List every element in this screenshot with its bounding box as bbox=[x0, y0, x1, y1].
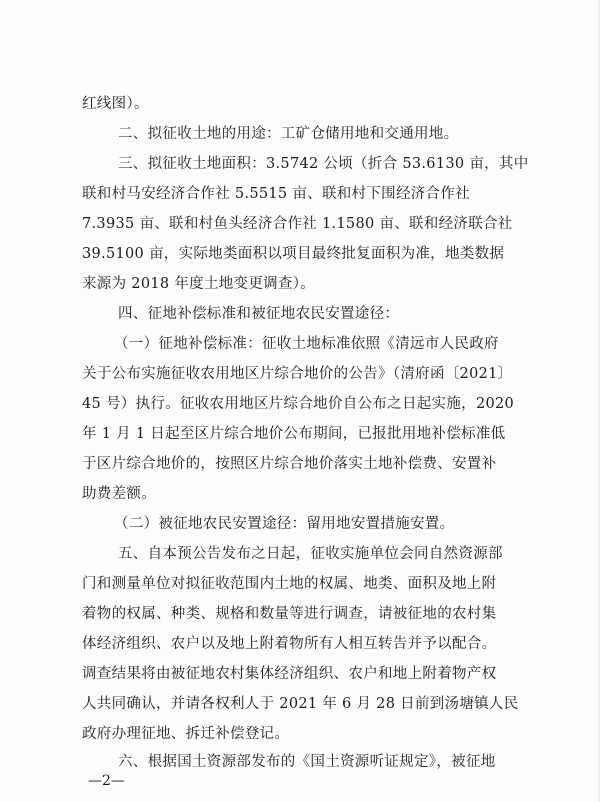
text-line-23: 六、根据国土资源部发布的《国土资源听证规定》，被征地 bbox=[118, 754, 496, 770]
text-line-16: 五、自本预公告发布之日起，征收实施单位会同自然资源部 bbox=[118, 546, 503, 562]
text-line-4: 联和村马安经济合作社 5.5515 亩、联和村下围经济合作社 bbox=[82, 186, 470, 202]
text-line-13: 于区片综合地价的，按照区片综合地价落实土地补偿费、安置补 bbox=[82, 456, 497, 472]
text-line-17: 门和测量单位对拟征收范围内土地的权属、地类、面积及地上附 bbox=[82, 576, 497, 592]
text-line-18: 着物的权属、种类、规格和数量等进行调查，请被征地的农村集 bbox=[82, 606, 497, 622]
text-line-1: 红线图）。 bbox=[82, 96, 149, 112]
text-line-3: 三、拟征收土地面积：3.5742 公顷（折合 53.6130 亩，其中 bbox=[118, 156, 529, 172]
text-line-19: 体经济组织、农户以及地上附着物所有人相互转告并予以配合。 bbox=[82, 636, 497, 652]
text-line-10: 关于公布实施征收农用地区片综合地价的公告》（清府函〔2021〕 bbox=[82, 366, 513, 382]
text-line-11: 45 号）执行。征收农用地区片综合地价自公布之日起实施，2020 bbox=[82, 396, 515, 412]
text-line-12: 年 1 月 1 日起至区片综合地价公布期间，已报批用地补偿标准低 bbox=[82, 426, 506, 442]
text-line-14: 助费差额。 bbox=[82, 486, 156, 502]
text-line-15: （二）被征地农民安置途径：留用地安置措施安置。 bbox=[114, 516, 455, 532]
text-line-7: 来源为 2018 年度土地变更调查）。 bbox=[82, 276, 316, 292]
text-line-22: 政府办理征地、拆迁补偿登记。 bbox=[82, 726, 290, 742]
text-line-9: （一）征地补偿标准：征收土地标准依照《清远市人民政府 bbox=[114, 336, 499, 352]
page-number: —2— bbox=[88, 773, 125, 789]
text-line-2: 二、拟征收土地的用途：工矿仓储用地和交通用地。 bbox=[118, 126, 459, 142]
text-line-6: 39.5100 亩，实际地类面积以项目最终批复面积为准，地类数据 bbox=[82, 246, 505, 262]
text-line-8: 四、征地补偿标准和被征地农民安置途径： bbox=[118, 306, 400, 322]
text-line-5: 7.3935 亩、联和村鱼头经济合作社 1.1580 亩、联和经济联合社 bbox=[82, 216, 513, 232]
text-line-21: 人共同确认，并请各权利人于 2021 年 6 月 28 日前到汤塘镇人民 bbox=[82, 696, 519, 712]
text-line-20: 调查结果将由被征地农村集体经济组织、农户和地上附着物产权 bbox=[82, 666, 497, 682]
